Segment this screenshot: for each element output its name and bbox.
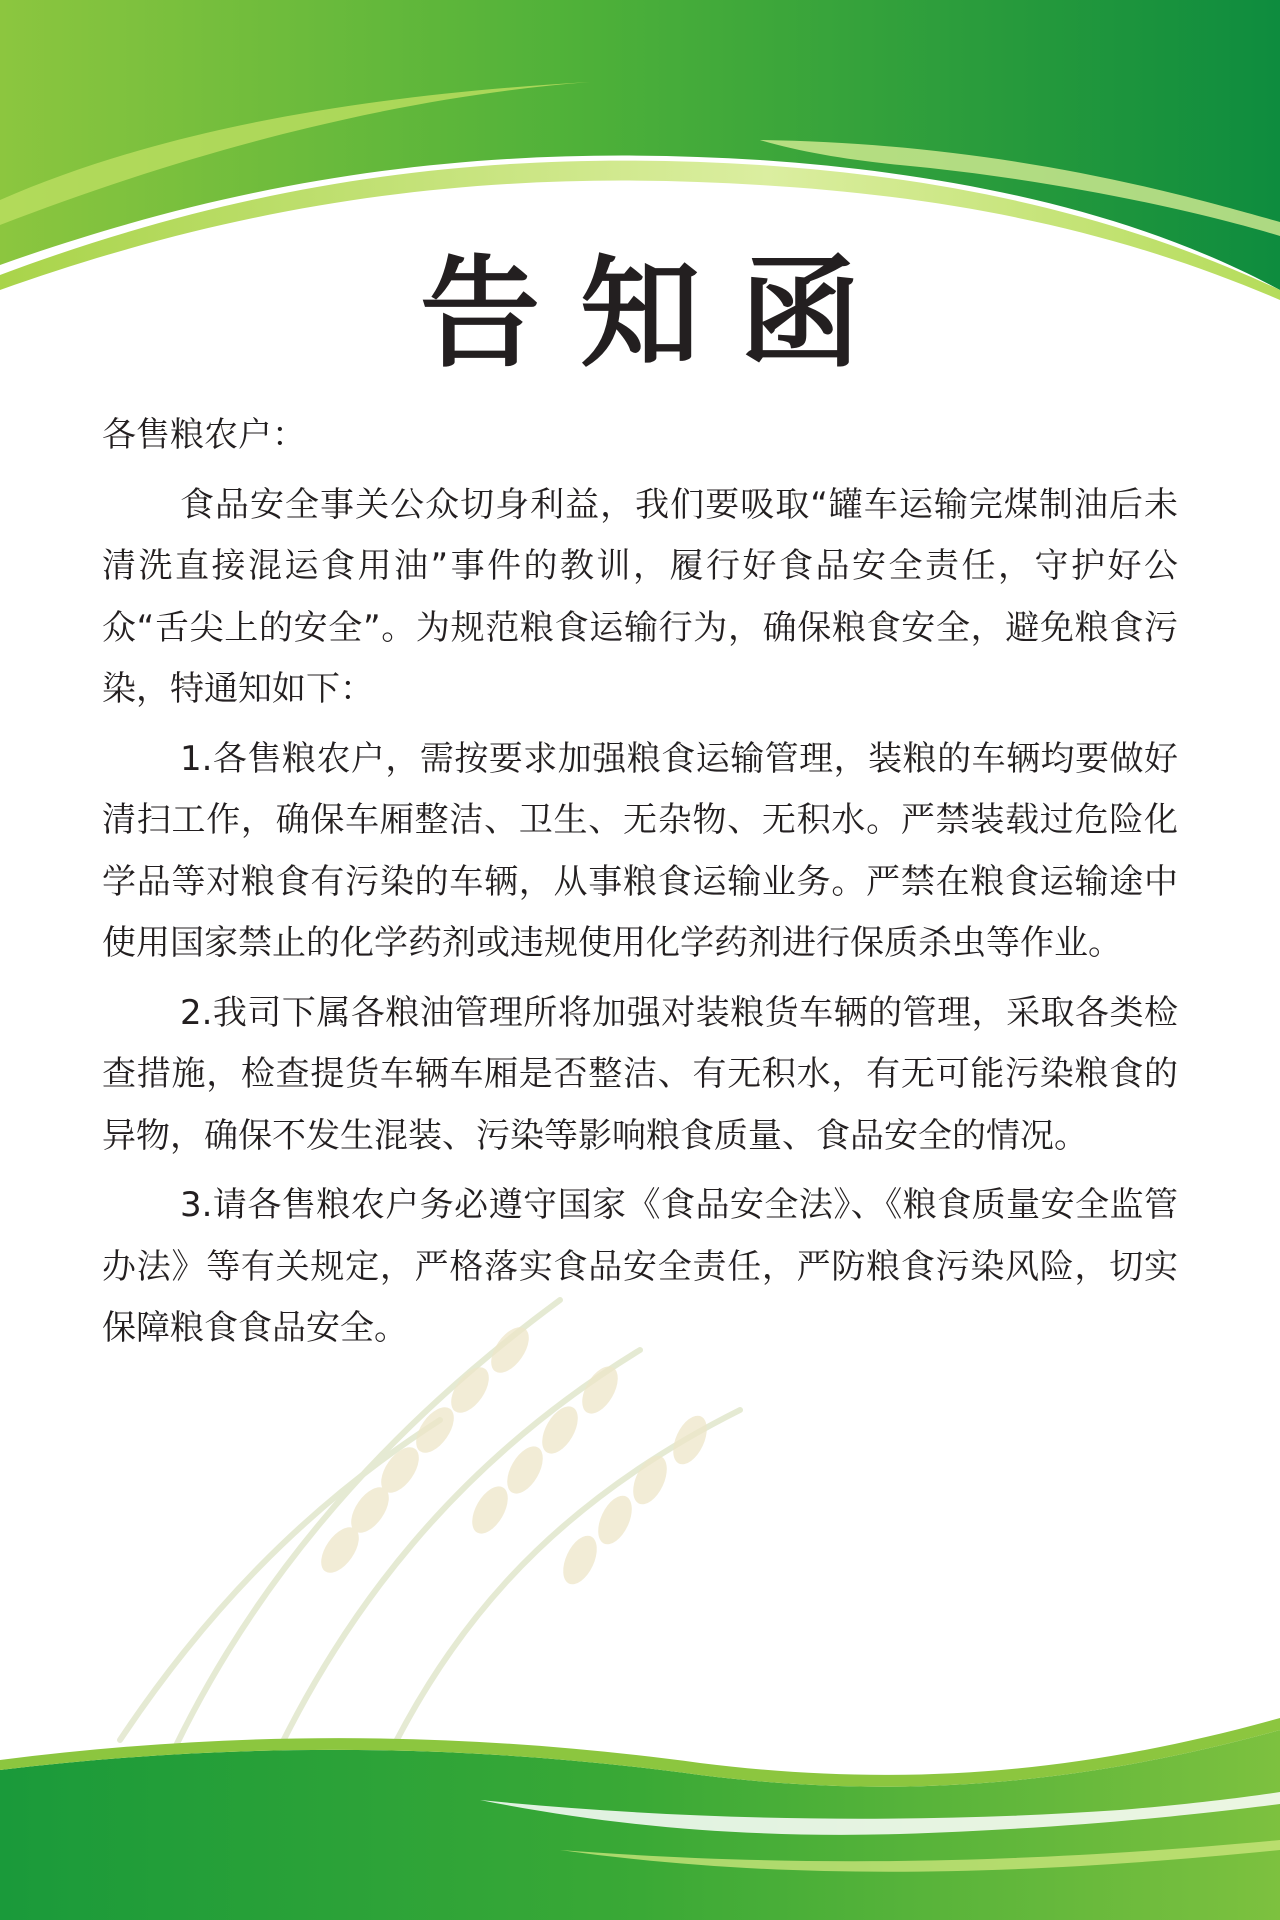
intro-paragraph: 食品安全事关公众切身利益，我们要吸取“罐车运输完煤制油后未清洗直接混运食用油”事件的教训，履行好食品安全责任，守护好公众“舌尖上的安全”。为规范粮食运输行为，确保粮食安全，避免粮食污染，特通知如下： xyxy=(102,484,1178,709)
notice-item-1: 1.各售粮农户，需按要求加强粮食运输管理，装粮的车辆均要做好清扫工作，确保车厢整洁、卫生、无杂物、无积水。严禁装载过危险化学品等对粮食有污染的车辆，从事粮食运输业务。严禁在粮食运输途中使用国家禁止的化学药剂或违规使用化学药剂进行保质杀虫等作业。 xyxy=(102,738,1178,963)
greeting: 各售粮农户： xyxy=(102,415,306,455)
notice-item-2: 2.我司下属各粮油管理所将加强对装粮货车辆的管理，采取各类检查措施，检查提货车辆车厢是否整洁、有无积水，有无可能污染粮食的异物，确保不发生混装、污染等影响粮食质量、食品安全的情况。 xyxy=(102,992,1178,1156)
notice-body xyxy=(102,405,1178,1368)
notice-item-3: 3.请各售粮农户务必遵守国家《食品安全法》、《粮食质量安全监管办法》等有关规定，严格落实食品安全责任，严防粮食污染风险，切实保障粮食食品安全。 xyxy=(102,1185,1178,1348)
bottom-wave-decoration xyxy=(0,1700,1280,1920)
notice-title: 告知函 xyxy=(420,245,900,384)
